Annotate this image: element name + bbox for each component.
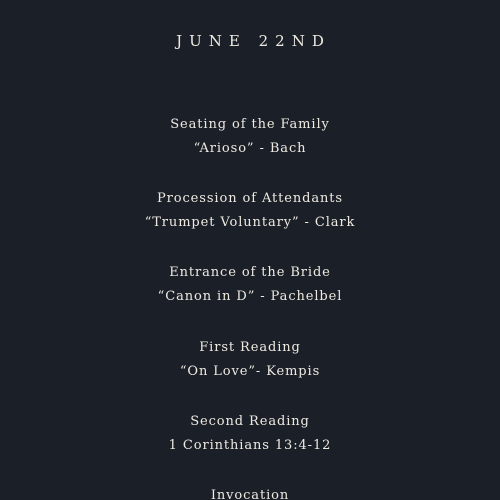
program-item-title: Invocation bbox=[210, 488, 290, 500]
program-item-piece: “On Love”- Kempis bbox=[179, 364, 321, 379]
program-item-title: Seating of the Family bbox=[170, 117, 330, 132]
program-item-seating bbox=[0, 116, 500, 158]
program-item-title: Entrance of the Bride bbox=[169, 265, 331, 280]
program-item-title: Procession of Attendants bbox=[157, 191, 343, 206]
program-item-piece: “Canon in D” - Pachelbel bbox=[157, 289, 343, 304]
program-item-first-reading bbox=[0, 339, 500, 381]
program-item-piece: “Trumpet Voluntary” - Clark bbox=[144, 215, 356, 230]
program-item-invocation bbox=[0, 487, 500, 500]
program-item-procession bbox=[0, 190, 500, 232]
program-item-piece: “Arioso” - Bach bbox=[193, 141, 307, 156]
ceremony-date: JUNE 22ND bbox=[176, 32, 331, 50]
program-item-second-reading bbox=[0, 413, 500, 455]
program-item-piece: 1 Corinthians 13:4-12 bbox=[168, 438, 332, 453]
program-item-title: Second Reading bbox=[190, 414, 310, 429]
program-item-entrance bbox=[0, 264, 500, 306]
program-item-title: First Reading bbox=[199, 340, 301, 355]
